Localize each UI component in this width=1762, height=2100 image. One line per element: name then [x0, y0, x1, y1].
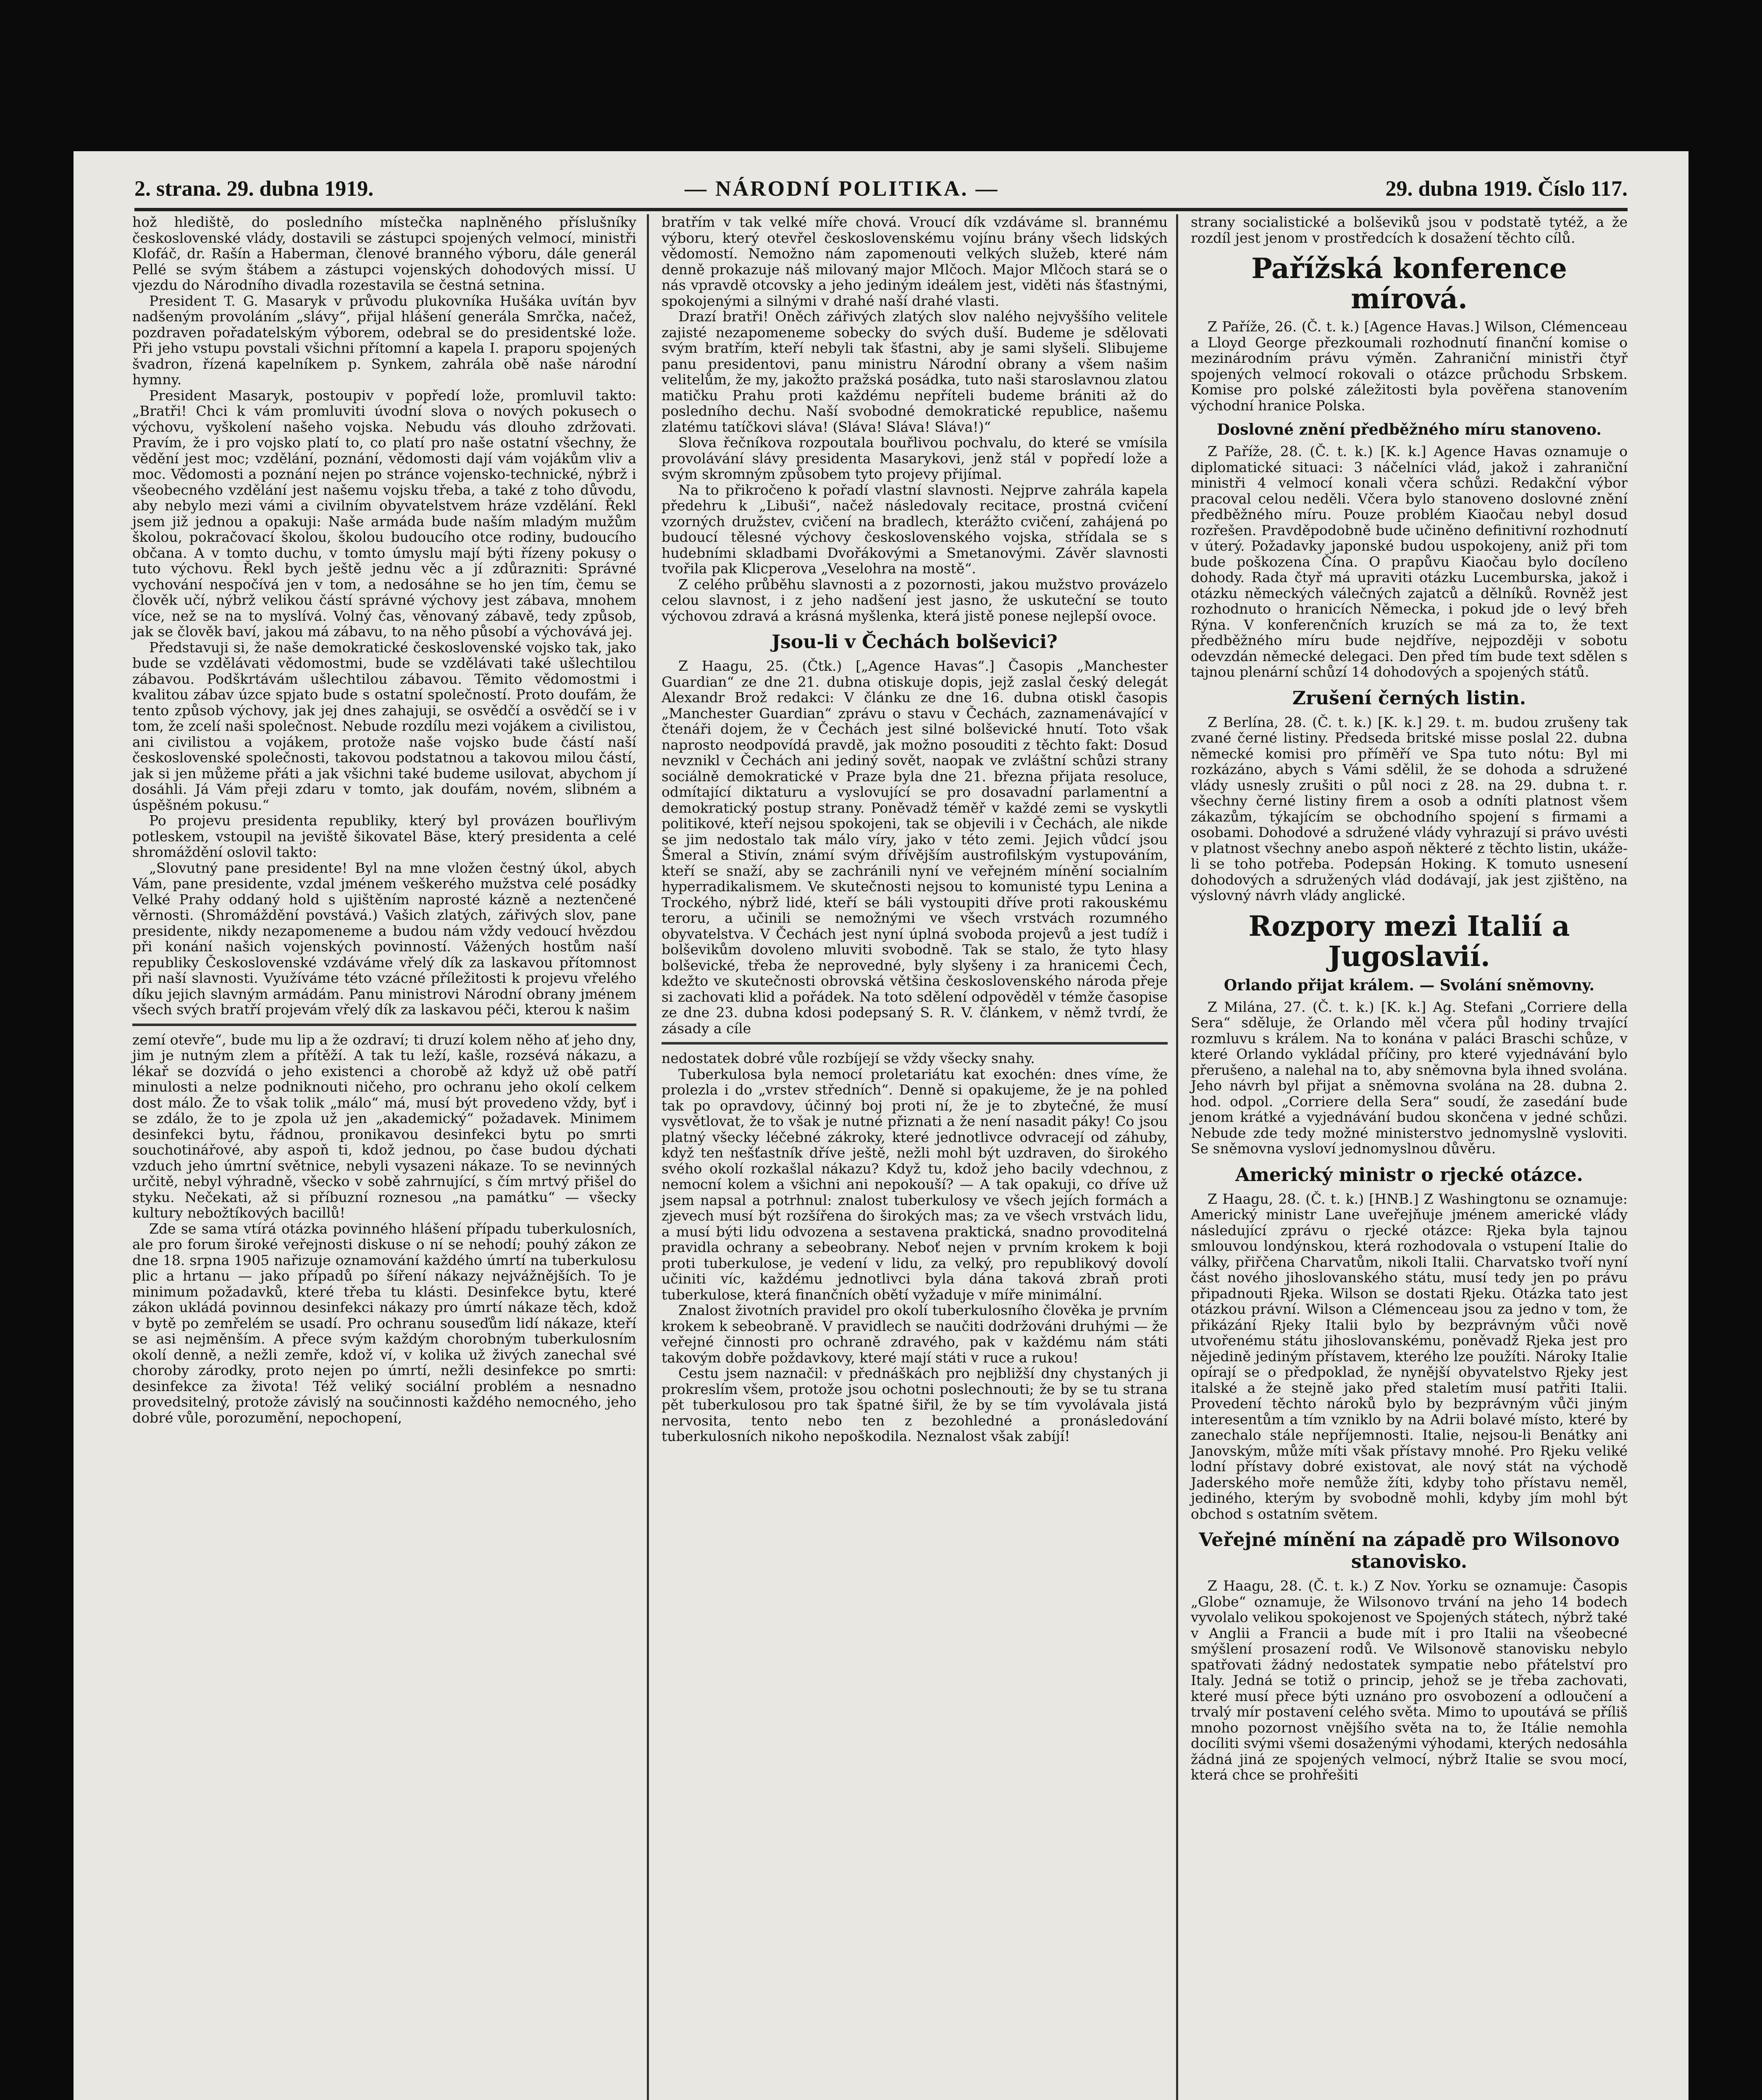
header-masthead: — NÁRODNÍ POLITIKA. —	[685, 177, 999, 201]
paragraph: Z celého průběhu slavnosti a z pozornosti, jakou mužstvo provázelo celou slavnost, i z jeho nadšení jest jasno, že uskuteční se touto výchovou zdravá a krásná myšlenka, která jistě ponese nejlepší ovoce.	[662, 576, 1168, 624]
article-text: Z Haagu, 28. (Č. t. k.) Z Nov. Yorku se oznamuje: Časopis „Globe“ oznamuje, že Wilsonovo trvání na jeho 14 bodech vyvolalo velikou spokojenost ve Spojených státech, nýbrž také v Anglii a Francii a bude mít i pro Italii na všeobecné smýšlení prosazení rodů. Ve Wilsonově stanovisku nebylo spatřovati žádný nedostatek sympatie nebo přátelství pro Italy. Jedná se totiž o princip, jehož se je třeba zachovati, které musí přece býti uznáno pro osvobození a odloučení a trvalý mír postavení celého světa. Mimo to upoutává se příliš mnoho pozornost vnějšího světa na to, že Itálie nemohla docíliti svými všemi dosaženými výhodami, kterých nedosáhla žádná jiná ze spojených velmocí, nýbrž Italie se svou mocí, která chce se prohřešiti	[1191, 1578, 1628, 1783]
paragraph: zemí otevře“, bude mu lip a že ozdraví; ti druzí kolem něho ať jeho dny, jim je nutným zlem a přítěží. A tak tu leží, kašle, rozsévá nákazu, a lékař se dozvídá o jeho existenci a chorobě až když už obě patří minulosti a nelze podniknouti ničeho, pro ochranu jeho okolí celkem dost málo. Že to však tolik „málo“ má, musí být provedeno vždy, byť i se zdálo, že to je zpola už jen „akademický“ požadavek. Minimem desinfekci bytu, řádnou, pronikavou desinfekci bytu po smrti souchotinářové, aby aspoň ti, kdož jednou, po čase budou dýchati vzduch jeho úmrtní světnice, nebyli vysazeni nákaze. To se nevinných určitě, nebyl výhradně, všecko v sobě zahrnující, s čím mrtvý přišel do styku. Nečekati, až si příbuzní roznesou „na památku“ — všecky kultury nebožtíkových bacillů!	[132, 1031, 636, 1221]
column-divider	[647, 214, 649, 2100]
headline-bolsevici: Jsou-li v Čechách bolševici?	[772, 631, 1058, 653]
headline-pariz: Pařížská konference mírová.	[1251, 252, 1567, 315]
paragraph: bratřím v tak velké míře chová. Vroucí dík vzdáváme sl. brannému výboru, který otevřel československému vojínu brány všech lidských vědomostí. Nemožno nám zapomenouti velkých služeb, které nám denně prokazuje náš milovaný major Mlčoch. Major Mlčoch stará se o nás vpravdě otcovsky a jeho jediným ideálem jest, viděti nás šťastnými, spokojenými a silnými v drahé naší drahé vlasti.	[662, 214, 1168, 309]
paragraph: Slova řečníkova rozpoutala bouřlivou pochvalu, do které se vmísila provolávání slávy presidenta Masarykovi, jenž stál v popředí lože a svým skromným způsobem tyto projevy přijímal.	[662, 434, 1168, 482]
paragraph: Tuberkulosa byla nemocí proletariátu kat exochén: dnes víme, že prolezla i do „vrstev středních“. Denně si opakujeme, že je na pohled tak po opravdovy, účinný boj proti ní, že je to zbytečné, že musí vysvětlovat, že to však je nutné přiznati a že není nasadit páky! Co jsou platný všecky léčebné zákroky, které jednotlivce odvracejí od záhuby, když ten nešťastník dříve ještě, nežli mohl být uzdraven, do širokého svého okolí rozkašlal nákazu? Když tu, kdož jeho bacily vdechnou, z nemocní kolem a všichni ani nepokouší? — A tak opakuji, co dříve už jsem napsal a potrhnul: znalost tuberkulosy ve všech jejích formách a zjevech musí být rozšířena do širokých mas; za ve všech vrstvách lidu, a musí býti lidu odvozena a sestavena praktická, snadno provoditelná pravidla ochrany a sebeobrany. Neboť nejen v prvním krokem k boji proti tuberkulose, je vedení v lidu, za velký, pro republikový dovolí učiniti víc, každému jednotlivci byla dána taková zbraň proti tuberkulose, která finančních obětí vyžaduje v míře minimální.	[662, 1066, 1168, 1303]
paragraph: Na to přikročeno k pořadí vlastní slavnosti. Nejprve zahrála kapela předehru k „Libuši“, načež následovaly recitace, prostná cvičení vzorných družstev, cvičení na bradlech, kterážto cvičení, zahájená po budoucí tělesné výchovy československého vojska, střídala se s hudebními skladbami Dvořákovými a Smetanovými. Závěr slavnosti tvořila pak Klicperova „Veselohra na mostě“.	[662, 481, 1168, 577]
headline-verejne: Veřejné mínění na západě pro Wilsonovo stanovisko.	[1199, 1529, 1620, 1572]
headline-americky: Americký ministr o rjecké otázce.	[1235, 1164, 1583, 1186]
article-text: Z Paříže, 28. (Č. t. k.) [K. k.] Agence Havas oznamuje o diplomatické situaci: 3 náčelníci vlád, jakož i zahraniční ministři 4 velmocí konali včera schůzi. Redakční výbor pracoval celou neděli. Včera bylo stanoveno doslovné znění předběžného míru. Pouze problém Kiaočau nebyl dosud rozřešen. Pravděpodobně bude učiněno definitivní rozhodnutí v úterý. Požadavky japonské budou uspokojeny, aniž při tom bude poškozena Čína. O prapůvu Kiaočau bylo docíleno dohody. Rada čtyř má upraviti otázku Lucemburska, jakož i otázku německých válečných zajatců a dělníků. Rovněž jest rozhodnuto o hranicích Německa, i pokud jde o levý břeh Rýna. V konferenčních kruzích se má za to, že text předběžného míru bude nejdříve, nejpozději v sobotu odevzdán německé delegaci. Den před tím bude text sdělen s tajnou plenární schůzí 14 dohodových a spojených států.	[1191, 443, 1628, 680]
section-rule	[662, 1042, 1168, 1045]
headline-doslovne: Doslovné znění předběžného míru stanoveno.	[1217, 421, 1602, 438]
paragraph: strany socialistické a bolševiků jsou v podstatě tytéž, a že rozdíl jest jenom v prostředcích k dosažení těchto cílů.	[1191, 214, 1628, 246]
column-1	[132, 214, 636, 1425]
article-text: Z Haagu, 25. (Čtk.) [„Agence Havas“.] Časopis „Manchester Guardian“ ze dne 21. dubna otiskuje dopis, jejž zaslal český delegát Alexandr Brož redakci: V článku ze dne 16. dubna otiskl časopis „Manchester Guardian“ zprávu o stavu v Čechách, zaznamenávající v čtenáři dojem, že v Čechách jest silné bolševické hnutí. Toto však naprosto neodpovídá pravdě, jak možno posouditi z těchto fakt: Dosud nevznikl v Čechách ani jediný sovět, naopak ve zvláštní schůzi strany sociálně demokratické v Praze byla dne 21. března přijata resoluce, odmítající diktaturu a vyslovující se pro dosavadní parlamentní a demokratický postup strany. Poněvadž téměř v každé zemi se vyskytli politikové, kteří nejsou spokojeni, tak se objevili i v Čechách, ale nikde se jim nedostalo tak málo víry, jako v této zemi. Jejich vůdcí jsou Šmeral a Stivín, známí svým dřívějším austrofilským vystupováním, kteří se snaží, aby se zachránili nyní ve veřejném mínění socialním hyperradikalismem. Ve skutečnosti nejsou to komunisté typu Lenina a Trockého, nýbrž lidé, kteří se báli vystoupiti dříve proti rakouskému teroru, a učinili se nemožnými ve všech vrstvách rozumného obyvatelstva. V Čechách jest nyní úplná svoboda projevů a jest tudíž i bolševikům dovoleno mluviti svobodně. Tak se stalo, že tyto hlasy bolševické, třeba že neprovedné, byly slyšeny i za hranicemi Čech, kdežto ve skutečnosti obrovská většina československého národa přeje si zachovati klid a pořádek. Na toto sdělení odpověděl v témže časopise ze dne 23. dubna kdosi podepsaný S. R. V. článkem, v němž tvrdí, že zásady a cíle	[662, 658, 1168, 1037]
paragraph: Představuji si, že naše demokratické československé vojsko tak, jako bude se vzdělávati vědomostmi, bude se vzdělávati také ušlechtilou zábavou. Podškrtávám ušlechtilou zábavou. Těmito vědomostmi i kvalitou zábav úzce spjato bude s ostatní společností. Proto doufám, že tento způsob výchovy, jak jej dnes zahajuji, se osvědčí a osvědčí se i v tom, že zcelí naši společnost. Nebude rozdílu mezi vojákem a civilistou, ani civilistou a vojákem, protože naše vojsko bude částí naší československé společnosti, takovou podstatnou a takovou milou částí, jak si jen můžeme přáti a jak všichni také budeme usilovat, abychom jí dosáhli. Já Vám přeji zdaru v tomto, jak doufám, novém, slibném a úspěšném pokusu.“	[132, 639, 636, 813]
header-right: 29. dubna 1919. Číslo 117.	[1385, 177, 1628, 201]
column-2	[662, 214, 1168, 1444]
header-left: 2. strana. 29. dubna 1919.	[134, 177, 374, 201]
article-text: Z Milána, 27. (Č. t. k.) [K. k.] Ag. Stefani „Corriere della Sera“ sděluje, že Orlando měl včera půl hodiny trvající rozmluvu s králem. Na to konána v paláci Braschi schůze, v které Orlando vykládal příčiny, pro které vyjednávání bylo přerušeno, a nalehal na to, aby sněmovna byla ihned svolána. Jeho návrh byl přijat a sněmovna svolána na 28. dubna 2. hod. odpol. „Corriere della Sera“ soudí, že zasedání bude jenom krátké a vyjednávání budou skončena v jedné schůzi. Nebude zde tedy možné ministerstvo jednomyslně vysloviti. Se sněmovna vysloví jednomyslnou důvěru.	[1191, 998, 1628, 1157]
headline-rozpory: Rozpory mezi Italií a Jugoslavií.	[1248, 909, 1570, 973]
article-text: Z Paříže, 26. (Č. t. k.) [Agence Havas.] Wilson, Clémenceau a Lloyd George přezkoumali rozhodnutí finanční komise o mezinárodním právu výměn. Zahraniční ministři čtyř spojených velmocí rokovali o otázce průchodu Srbskem. Komise pro polské záležitosti byla pověřena stanovením východní hranice Polska.	[1191, 318, 1628, 414]
article-text: Z Berlína, 28. (Č. t. k.) [K. k.] 29. t. m. budou zrušeny tak zvané černé listiny. Předseda britské misse poslal 22. dubna německé komisi pro příměří ve Spa tuto nótu: Byl mi rozkázáno, abych s Vámi sdělil, že se dohoda a sdružené vlády usnesly zrušiti o půl noci z 28. na 29. dubna t. r. všechny černé listiny firem a osob a odníti platnost všem zákazům, týkajícím se obchodního spojení s firmami a osobami. Dohodové a sdružené vlády vyhrazují si právo uvésti v platnost všechny anebo aspoň některé z těchto listin, ukáže-li se toho potřeba. Podepsán Hoking. K tomuto usnesení dohodových a sdružených vlád dodávají, jak jest zjištěno, na výslovný návrh vlády anglické.	[1191, 714, 1628, 903]
article-text: Z Haagu, 28. (Č. t. k.) [HNB.] Z Washingtonu se oznamuje: Americký ministr Lane uveřejňuje jménem americké vlády následující zprávu o rjecké otázce: Rjeka byla tajnou smlouvou londýnskou, která rozhodovala o vstupení Italie do války, přiřčena Charvatům, nikoli Italii. Charvatsko tvoří nyní část nového jihoslovanského státu, musí tedy jen po právu připadnouti Rjeka. Wilson se dostati Rjeku. Otázka tato jest otázkou právní. Wilson a Clémenceau jsou za jedno v tom, že přikázání Rjeky Italii bylo by bezprávným vůči nově utvořenému státu jihoslovanskému, poněvadž Rjeka jest pro nějedině jediným přístavem, kterého lze použíti. Nároky Italie opírají se o předpoklad, že nynější obyvatelstvo Rjeky jest italské a že stejně jako před staletím musí patřiti Italii. Provedení těchto nároků bylo by bezprávným vůči jiným interesentům a tím vzniklo by na Adrii bolavé místo, které by zanechalo stále nepříjemnosti. Italie, nejsou-li Benátky ani Janovským, může míti však přístavy mnohé. Pro Rjeku veliké lodní přístavy dobré existovat, ale nový stát na východě Jaderského moře nemůže žíti, kdyby toho přístavu neměl, jediného, kterým by svobodně mohli, kdyby jím mohl být obchod s ostatním světem.	[1191, 1190, 1628, 1522]
subheadline-rozpory: Orlando přijat králem. — Svolání sněmovny.	[1224, 976, 1595, 994]
column-divider	[1176, 214, 1178, 2100]
paragraph: Drazí bratři! Oněch zářivých zlatých slov nalého nejvyššího velitele zajisté nezapomeneme sobecky do svých duší. Budeme je sdělovati svým bratřím, kteří nebyli tak šťastni, aby je sami slyšeli. Slibujeme panu presidentovi, panu ministru Národní obrany a všem našim velitelům, že my, jakožto pražská posádka, tuto naši staroslavnou zlatou matičku Prahu proti každému nepříteli budeme brániti až do posledního dechu. Naší svobodné demokratické republice, našemu zlatému tatíčkovi sláva! (Sláva! Sláva! Sláva!)“	[662, 308, 1168, 435]
section-rule	[132, 1024, 636, 1026]
newspaper-page	[74, 151, 1688, 2100]
paragraph: President T. G. Masaryk v průvodu plukovníka Hušáka uvítán byv nadšeným provoláním „slávy“, přijal hlášení generála Smrčka, načež, pozdraven pořadatelským výborem, odebral se do presidentské lože. Při jeho vstupu povstali všichni přítomní a kapela I. praporu spojených švadron, řízená kapelníkem p. Synkem, zahrála obě naše národní hymny.	[132, 292, 636, 388]
paragraph: nedostatek dobré vůle rozbíjejí se vždy všecky snahy.	[662, 1050, 1035, 1066]
paragraph: Cestu jsem naznačil: v přednáškách pro nejbližší dny chystaných ji prokreslím všem, protože jsou ochotni poslechnouti; že by se tu strana pět tuberkulosou pro tak špatné šiřil, že by se tím vyvolávala jistá nervosita, tento nebo ten z bezohledné a pronásledování tuberkulosních nikoho nepoškodila. Neznalost však zabíjí!	[662, 1365, 1168, 1444]
paragraph: Zde se sama vtírá otázka povinného hlášení případu tuberkulosních, ale pro forum široké veřejnosti diskuse o ní se nehodí; pouhý zákon ze dne 18. srpna 1905 nařizuje oznamování každého úmrtí na tuberkulosu plic a hrtanu — jako případů po šíření nákazy nejvážnějších. To je minimum požadavků, které třeba tu klásti. Desinfekce bytu, které zákon ukládá povinnou desinfekci nákazy pro úmrtí nákaze těch, kdož v bytě po zemřelém se usadí. Pro ochranu souseďům lidí nákaze, kteří se asi nejměnším. A přece svým každým chorobným tuberkulosním okolí denně, a nežli zemře, kdož ví, v kolika už živých zanechal své choroby zárodky, proto nejen po úmrtí, nežli desinfekce po smrti: desinfekce za života! Též veliký sociální problém a nesnadno provedsitelný, protože závislý na součinnosti každého nemocného, jeho dobré vůle, porozumění, nepochopení,	[132, 1220, 636, 1426]
paragraph: „Slovutný pane presidente! Byl na mne vložen čestný úkol, abych Vám, pane presidente, vzdal jménem veškerého mužstva celé posádky Velké Prahy oddaný hold s ujištěním naprosté kázně a neztenčené věrnosti. (Shromáždění povstává.) Vašich zlatých, zářivých slov, pane presidente, nikdy nezapomeneme a budou nám vždy vedoucí hvězdou při konání našich vojenských povinností. Vážených hostům naší republiky Československé vzdáváme vřelý dík za laskavou přítomnost při naší slavnosti. Využíváme této vzácné příležitosti k projevu vřelého díku jejich slavným armádám. Panu ministrovi Národní obrany jménem všech svých bratří projevám vřelý dík za laskavou péči, kterou k našim	[132, 859, 636, 1018]
paragraph: Po projevu presidenta republiky, který byl provázen bouřlivým potleskem, vstoupil na jeviště šikovatel Bäse, který presidenta a celé shromáždění oslovil takto:	[132, 812, 636, 860]
paragraph: Znalost životních pravidel pro okolí tuberkulosního člověka je prvním krokem k sebeobraně. V pravidlech se naučiti dodržováni druhými — že veřejné činnosti pro ochraně zdravého, pak v každému nám státi takovým dobře poždavkovy, které mají státi v ruce a rukou!	[662, 1302, 1168, 1366]
paragraph: President Masaryk, postoupiv v popředí lože, promluvil takto: „Bratři! Chci k vám promluviti úvodní slova o nových pokusech o výchovu, vyškolení našeho vojska. Nebudu vás dlouho zdržovati. Pravím, že i pro vojsko platí to, co platí pro naše ostatní všechny, že vědění jest moc; vzdělání, poznání, vědomosti dají vám vojákům vliv a moc. Vědomosti a poznání nejen po stránce vojensko-technické, nýbrž i všeobecného vzdělání jest našemu vojsku třeba, a také z toho důvodu, aby nebylo mezi vámi a civilním obyvatelstvem hráze vzdělání. Řekl jsem již jednou a opakuji: Naše armáda bude naším mladým mužům školou, pokračovací školou, školou budoucího otce rodiny, budoucího občana. A v tomto duchu, v tomto úmyslu mají býti řízeny pokusy o tuto výchovu. Řekl bych ještě jednu věc a jí zdůrazniti: Správné vychování nespočívá jen v tom, a nedosáhne se ho jen tím, čemu se člověk učí, nýbrž velikou částí správné výchovy jest zábava, mnohem více, než se na to myslívá. Volný čas, věnovaný zábavě, tedy způsob, jak se člověk baví, jakou má zábavu, to na něho působí a výchovává jej.	[132, 387, 636, 640]
headline-cerne-listiny: Zrušení černých listin.	[1292, 687, 1526, 709]
column-3	[1191, 214, 1628, 1783]
paragraph: hož hlediště, do posledního místečka naplněného příslušníky československé vlády, dostavili se zástupci spojených velmocí, ministři Klofáč, dr. Rašín a Haberman, členové branného výboru, dále generál Pellé se svým štábem a zástupci vojenských dohodových missí. U vjezdu do Národního divadla rozestavila se čestná setnina.	[132, 214, 636, 293]
page-header	[134, 170, 1628, 211]
